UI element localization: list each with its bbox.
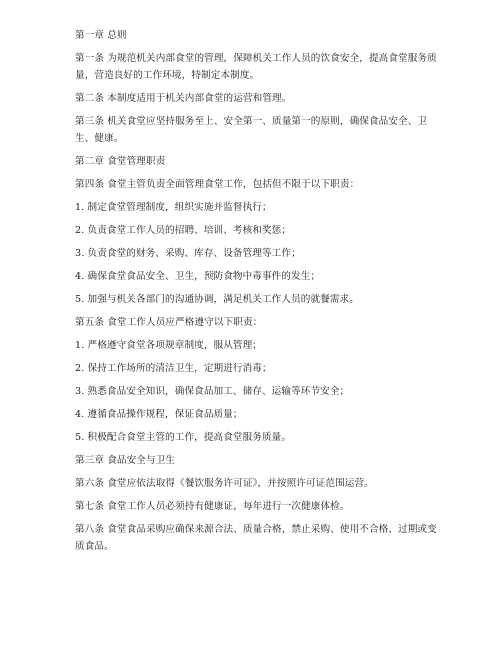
- article-1: 第一条 为规范机关内部食堂的管理，保障机关工作人员的饮食安全，提高食堂服务质量，营造良好的工作环境，特制定本制度。: [75, 53, 437, 81]
- article-4-item-3: 3. 负责食堂的财务、采购、库存、设备管理等工作；: [75, 248, 301, 259]
- article-5-item-4: 4. 遵循食品操作规程，保证食品质量；: [75, 409, 243, 420]
- article-5-item-1: 1. 严格遵守食堂各项规章制度，服从管理；: [75, 340, 262, 351]
- article-5-item-5: 5. 积极配合食堂主管的工作，提高食堂服务质量。: [75, 432, 292, 443]
- article-3: 第三条 机关食堂应坚持服务至上、安全第一、质量第一的原则，确保食品安全、卫生、健康。: [75, 116, 428, 144]
- chapter-1-heading: 第一章 总则: [75, 30, 127, 41]
- article-4: 第四条 食堂主管负责全面管理食堂工作，包括但不限于以下职责：: [75, 179, 360, 190]
- article-6: 第六条 食堂应依法取得《餐饮服务许可证》，并按照许可证范围运营。: [75, 478, 374, 489]
- article-4-item-5: 5. 加强与机关各部门的沟通协调，满足机关工作人员的就餐需求。: [75, 294, 359, 305]
- article-5: 第五条 食堂工作人员应严格遵守以下职责：: [75, 317, 263, 328]
- chapter-3-heading: 第三章 食品安全与卫生: [75, 455, 176, 466]
- document-page: [75, 27, 440, 561]
- article-4-item-1: 1. 制定食堂管理制度，组织实施并监督执行；: [75, 202, 272, 213]
- article-2: 第二条 本制度适用于机关内部食堂的运营和管理。: [75, 93, 292, 104]
- chapter-2-heading: 第二章 食堂管理职责: [75, 156, 166, 167]
- article-4-item-2: 2. 负责食堂工作人员的招聘、培训、考核和奖惩；: [75, 225, 292, 236]
- article-8: 第八条 食堂食品采购应确保来源合法、质量合格，禁止采购、使用不合格、过期或变质食品。: [75, 524, 437, 552]
- article-7: 第七条 食堂工作人员必须持有健康证，每年进行一次健康体检。: [75, 501, 350, 512]
- article-4-item-4: 4. 确保食堂食品安全、卫生，预防食物中毒事件的发生；: [75, 271, 321, 282]
- article-5-item-2: 2. 保持工作场所的清洁卫生，定期进行消毒；: [75, 363, 272, 374]
- article-5-item-3: 3. 熟悉食品安全知识，确保食品加工、储存、运输等环节安全；: [75, 386, 350, 397]
